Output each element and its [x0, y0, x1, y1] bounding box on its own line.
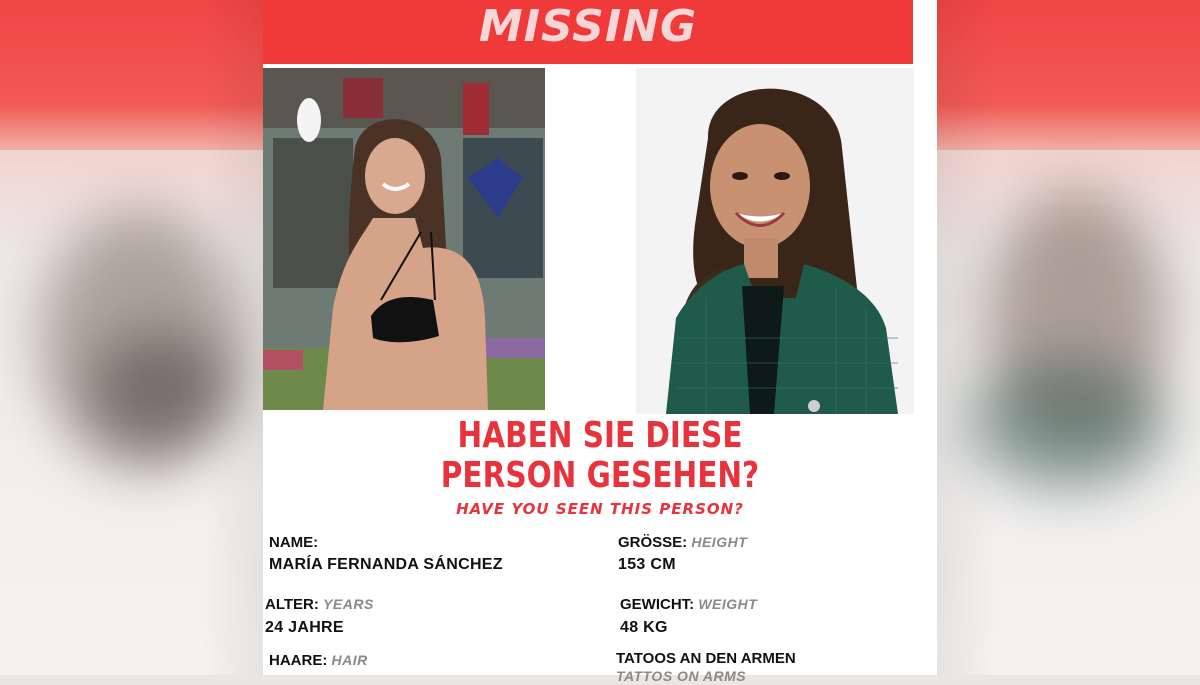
tattoos-label: TATOOS AN DEN ARMEN [616, 650, 796, 667]
blurred-background-right [937, 0, 1200, 675]
name-value: MARÍA FERNANDA SÁNCHEZ [269, 556, 503, 573]
height-label: GRÖSSE: HEIGHT [618, 534, 748, 551]
headline-line-2: PERSON GESEHEN? [440, 455, 760, 496]
person-photo-outdoor [263, 68, 545, 410]
age-value: 24 JAHRE [265, 619, 344, 636]
person-photo-portrait [636, 68, 914, 414]
age-label: ALTER: YEARS [265, 596, 374, 613]
blurred-background-left [0, 0, 263, 675]
weight-value: 48 KG [620, 619, 668, 636]
banner-title: MISSING [478, 1, 698, 52]
subheadline: HAVE YOU SEEN THIS PERSON? [456, 500, 744, 518]
name-label: NAME: [269, 534, 319, 551]
headline-line-1: HABEN SIE DIESE [457, 415, 743, 456]
tattoos-label-en: TATTOS ON ARMS [616, 668, 747, 684]
height-value: 153 CM [618, 556, 676, 573]
weight-label: GEWICHT: WEIGHT [620, 596, 758, 613]
missing-poster [263, 0, 937, 684]
hair-label: HAARE: HAIR [269, 652, 368, 669]
